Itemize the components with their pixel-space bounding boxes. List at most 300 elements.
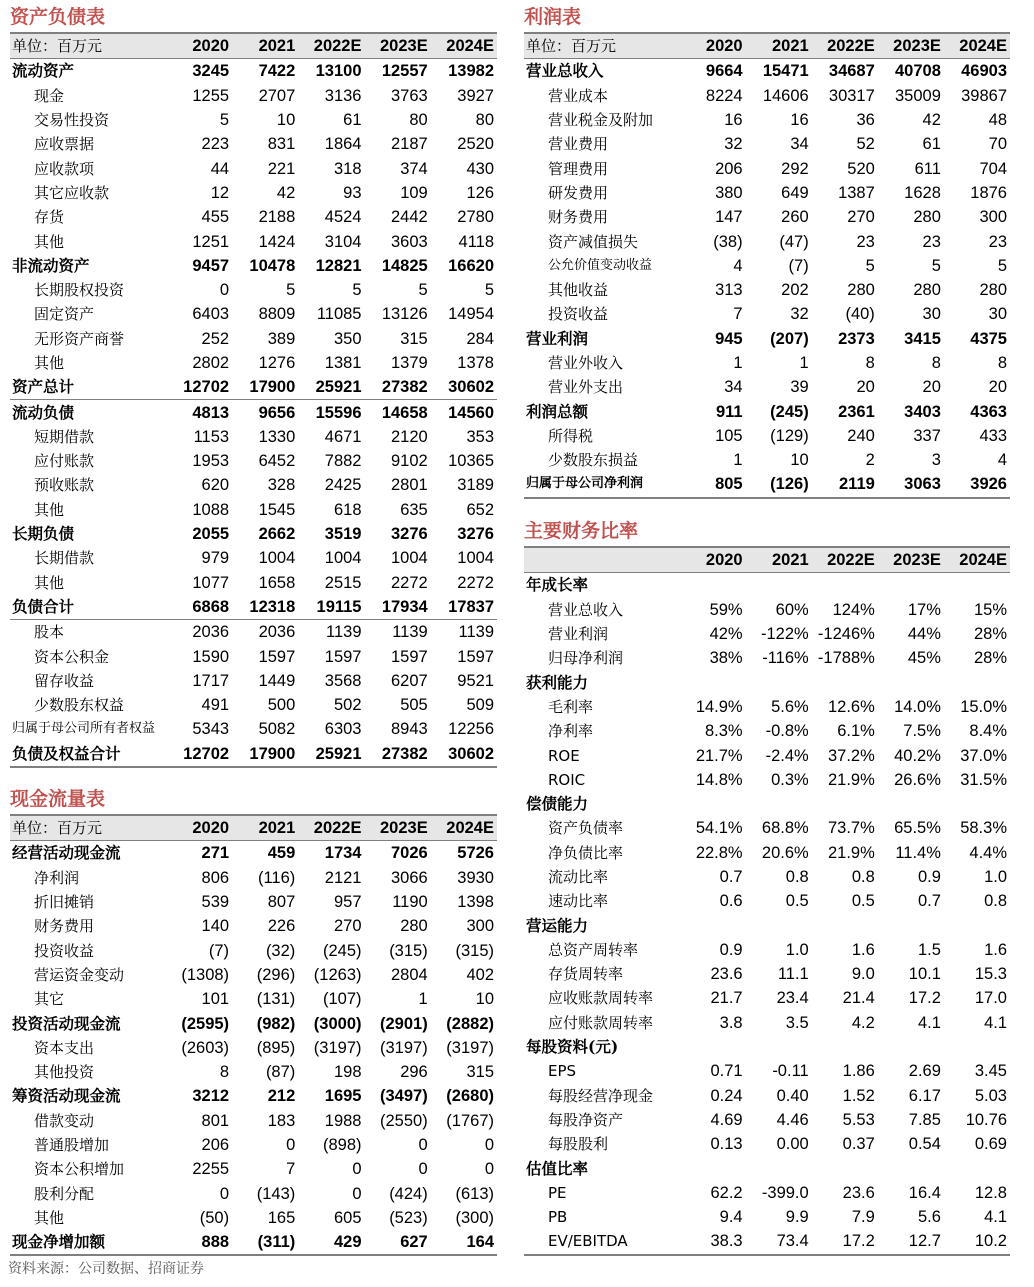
row-label: 投资活动现金流	[12, 1013, 121, 1033]
value-cell: (613)	[455, 1184, 494, 1203]
value-cell: 105	[715, 426, 743, 445]
value-cell: 0	[219, 1184, 230, 1203]
value-cell: 37.2%	[828, 746, 875, 765]
value-cell	[812, 792, 878, 816]
table-row	[524, 913, 1010, 937]
value-cell	[746, 670, 812, 694]
table-row	[524, 302, 1010, 326]
value-cell: 10.1	[908, 965, 941, 984]
value-cell: (2882)	[446, 1014, 494, 1033]
year-header: 2024E	[944, 547, 1010, 573]
value-cell: 10.2	[944, 1229, 1010, 1254]
value-cell: 8943	[391, 720, 428, 739]
value-cell: 7882	[324, 452, 362, 471]
row-label: 存货	[34, 208, 65, 227]
value-cell: 14.9%	[695, 697, 743, 716]
value-cell: 8	[865, 354, 875, 372]
value-cell: (3497)	[380, 1087, 428, 1106]
value-cell: 627	[365, 1230, 431, 1255]
value-cell: 30	[988, 305, 1007, 324]
row-label: 其他收益	[548, 281, 609, 300]
table-row	[10, 1133, 497, 1157]
ratios-title: 主要财务比率	[524, 520, 639, 542]
value-cell: 0.7	[917, 892, 941, 911]
value-cell: 65.5%	[894, 819, 941, 838]
table-row	[10, 914, 497, 938]
value-cell: 10	[276, 111, 296, 130]
unit-label: 单位：百万元	[524, 33, 680, 59]
row-label: 其他投资	[34, 1063, 95, 1082]
table-row	[524, 472, 1010, 497]
unit-label: 单位：百万元	[10, 33, 166, 59]
value-cell: 1695	[324, 1087, 362, 1106]
row-label: 财务费用	[34, 917, 95, 936]
value-cell: 3	[931, 451, 941, 470]
value-cell: (129)	[770, 426, 809, 445]
value-cell: 4363	[970, 402, 1007, 421]
table-row	[524, 792, 1010, 816]
value-cell: 20.6%	[761, 843, 809, 862]
row-label: 年成长率	[526, 575, 589, 595]
value-cell: 21.9%	[828, 770, 875, 789]
value-cell: 147	[715, 208, 743, 227]
row-label: 股本	[10, 620, 166, 645]
value-cell: 292	[781, 159, 809, 178]
value-cell: 10365	[448, 452, 494, 471]
value-cell: 502	[333, 696, 362, 715]
value-cell: 8.3%	[705, 722, 743, 741]
table-row	[524, 424, 1010, 448]
value-cell	[680, 1035, 746, 1059]
table-row	[524, 1205, 1010, 1229]
value-cell: 2036	[166, 620, 232, 645]
value-cell: 1953	[192, 452, 230, 471]
table-row	[524, 351, 1010, 375]
row-label: 其他	[34, 232, 65, 251]
value-cell: 3.8	[719, 1013, 743, 1032]
row-label: 其它应收款	[34, 183, 110, 202]
table-row	[524, 278, 1010, 302]
value-cell: -0.11	[772, 1062, 809, 1081]
value-cell: 5	[997, 256, 1007, 275]
table-row	[524, 1108, 1010, 1132]
value-cell: 10.76	[965, 1110, 1007, 1129]
cashflow-panel	[10, 784, 497, 1256]
income-statement-table	[524, 32, 1010, 499]
value-cell: 12702	[166, 742, 232, 767]
value-cell: 433	[979, 426, 1007, 445]
table-row	[10, 84, 497, 108]
value-cell: 16620	[448, 256, 494, 275]
table-row	[10, 522, 497, 546]
value-cell: 337	[913, 426, 941, 445]
value-cell: 300	[979, 208, 1007, 227]
value-cell: 0.8	[984, 892, 1007, 911]
value-cell: (3197)	[313, 1038, 362, 1057]
value-cell: 126	[466, 183, 494, 202]
value-cell: 3189	[457, 476, 494, 495]
value-cell: -1788%	[817, 649, 875, 668]
value-cell: (7)	[208, 941, 230, 960]
value-cell: -399.0	[761, 1183, 809, 1202]
source-footnote: 资料来源：公司数据、招商证券	[8, 1261, 204, 1277]
value-cell: 1.6	[851, 940, 875, 959]
value-cell: (3000)	[313, 1014, 362, 1033]
value-cell: 6.1%	[837, 722, 875, 741]
value-cell: (245)	[322, 941, 362, 960]
value-cell: (2603)	[181, 1038, 230, 1057]
value-cell: 8	[931, 354, 941, 372]
table-row	[524, 132, 1010, 156]
value-cell: 0.69	[974, 1135, 1007, 1154]
row-label: 获利能力	[526, 672, 589, 692]
value-cell: 0	[484, 1160, 494, 1179]
row-label: 所得税	[548, 426, 594, 445]
value-cell: 509	[466, 696, 494, 715]
year-header: 2024E	[431, 33, 497, 59]
value-cell	[680, 792, 746, 816]
row-label: 应付账款	[34, 452, 95, 471]
value-cell: 3136	[324, 86, 362, 105]
table-row	[10, 205, 497, 229]
value-cell	[878, 670, 944, 694]
value-cell: 12.6%	[828, 697, 875, 716]
value-cell: 2662	[258, 525, 296, 544]
row-label: 净负债比率	[548, 843, 624, 862]
row-label: 长期借款	[34, 549, 95, 568]
value-cell: 30602	[448, 378, 494, 397]
value-cell: 2055	[192, 525, 230, 544]
value-cell: 1988	[324, 1111, 362, 1130]
row-label: 存货周转率	[548, 965, 624, 984]
row-label: 研发费用	[548, 183, 609, 202]
row-label: ROIC	[548, 770, 586, 789]
year-header: 2022E	[812, 547, 878, 573]
row-label: 投资收益	[34, 941, 95, 960]
value-cell: 3245	[192, 62, 230, 81]
row-label: 净利润	[34, 868, 80, 887]
value-cell: 4.1	[984, 1013, 1007, 1032]
value-cell: 206	[715, 159, 743, 178]
year-header: 2023E	[365, 815, 431, 841]
row-label: 每股股利	[548, 1135, 609, 1154]
value-cell: (2680)	[446, 1087, 494, 1106]
value-cell: 25921	[298, 742, 364, 767]
value-cell	[878, 913, 944, 937]
row-label: 其他	[34, 573, 65, 592]
value-cell: 5082	[258, 720, 296, 739]
table-header-row	[10, 33, 497, 59]
value-cell: 3063	[878, 472, 944, 497]
value-cell: 5	[865, 256, 875, 275]
row-label: 交易性投资	[34, 111, 110, 130]
value-cell: 1545	[258, 500, 296, 519]
value-cell: 46903	[961, 62, 1007, 81]
table-row	[10, 302, 497, 326]
value-cell: 0	[352, 1160, 362, 1179]
value-cell: -116%	[762, 649, 809, 668]
value-cell: 539	[201, 893, 230, 912]
row-label: 财务费用	[548, 208, 609, 227]
row-label: 少数股东权益	[34, 696, 125, 715]
value-cell: 2255	[192, 1160, 230, 1179]
value-cell: 2036	[232, 620, 298, 645]
value-cell: 8224	[705, 86, 743, 105]
value-cell: 26.6%	[894, 770, 941, 789]
year-header: 2023E	[878, 547, 944, 573]
value-cell: 7.85	[908, 1110, 941, 1129]
value-cell: 61	[343, 111, 362, 130]
row-label: 现金	[34, 86, 65, 105]
value-cell: 2707	[258, 86, 296, 105]
value-cell: 14658	[365, 400, 431, 425]
value-cell: 8	[997, 354, 1007, 372]
value-cell: 5.53	[842, 1110, 875, 1129]
year-header: 2024E	[944, 33, 1010, 59]
value-cell: 20	[988, 378, 1007, 397]
value-cell: 0.37	[842, 1135, 875, 1154]
value-cell: 3519	[324, 525, 362, 544]
value-cell: 27382	[381, 378, 428, 397]
value-cell: 605	[333, 1208, 362, 1227]
value-cell: -122%	[761, 625, 809, 644]
table-row	[10, 1084, 497, 1108]
value-cell: 1251	[192, 232, 230, 251]
value-cell: 1	[799, 354, 809, 372]
value-cell: 16	[790, 111, 809, 130]
value-cell: 3066	[391, 868, 428, 887]
row-label: 估值比率	[526, 1158, 589, 1178]
value-cell: -1246%	[817, 625, 875, 644]
value-cell: 12256	[448, 720, 494, 739]
value-cell: 20	[922, 378, 941, 397]
table-row	[10, 278, 497, 302]
value-cell: 2272	[457, 573, 494, 592]
row-label: 少数股东损益	[548, 451, 639, 470]
value-cell: (143)	[256, 1184, 296, 1203]
value-cell	[944, 573, 1010, 598]
value-cell: 280	[913, 281, 941, 300]
value-cell: 2520	[457, 135, 494, 154]
value-cell: 807	[267, 893, 296, 912]
value-cell: 21.7	[710, 989, 743, 1008]
row-label: 资本支出	[34, 1038, 95, 1057]
value-cell: (50)	[199, 1208, 230, 1227]
value-cell: 1.52	[842, 1086, 875, 1105]
value-cell: 0.40	[776, 1086, 809, 1105]
row-label: 归属于母公司所有者权益	[12, 721, 156, 737]
value-cell: 1	[418, 990, 428, 1009]
value-cell: 93	[343, 183, 362, 202]
value-cell: 30602	[431, 742, 497, 767]
value-cell: 9521	[457, 671, 494, 690]
value-cell: 14.8%	[695, 770, 743, 789]
table-row	[524, 816, 1010, 840]
value-cell: 17%	[907, 600, 941, 619]
value-cell: 3763	[391, 86, 428, 105]
value-cell: -2.4%	[765, 746, 809, 765]
value-cell: 15%	[973, 600, 1007, 619]
value-cell: 14825	[381, 256, 428, 275]
value-cell: 5343	[192, 720, 230, 739]
row-label: 负债合计	[12, 596, 75, 616]
value-cell: 1387	[838, 183, 875, 202]
value-cell: 7.5%	[903, 722, 941, 741]
value-cell: 42%	[709, 625, 743, 644]
value-cell: 260	[781, 208, 809, 227]
value-cell: (300)	[455, 1208, 494, 1227]
ratios-panel	[524, 516, 1010, 1256]
value-cell: 0.54	[908, 1135, 941, 1154]
table-row	[10, 693, 497, 717]
year-header: 2023E	[878, 33, 944, 59]
row-label: 营业总收入	[526, 61, 604, 81]
value-cell: 21.9%	[828, 843, 875, 862]
value-cell: 1276	[258, 354, 296, 372]
value-cell: 5726	[457, 844, 494, 863]
value-cell: 280	[400, 917, 428, 936]
table-row	[10, 987, 497, 1011]
value-cell: 12	[210, 183, 230, 202]
value-cell: 25921	[315, 378, 362, 397]
row-label: 资产减值损失	[548, 232, 639, 251]
row-label: 应收票据	[34, 135, 95, 154]
table-row	[524, 1035, 1010, 1059]
row-label: 资产负债率	[548, 819, 624, 838]
value-cell: (523)	[389, 1208, 428, 1227]
value-cell: 6452	[258, 452, 296, 471]
value-cell: 5	[352, 281, 362, 300]
value-cell	[746, 913, 812, 937]
value-cell: 3.5	[785, 1013, 809, 1032]
value-cell: 1004	[258, 549, 296, 568]
value-cell: 27382	[365, 742, 431, 767]
value-cell: 1190	[392, 893, 428, 912]
value-cell: 1379	[391, 354, 428, 372]
value-cell: 17900	[232, 742, 298, 767]
value-cell: 23.4	[776, 989, 809, 1008]
value-cell: 4.2	[851, 1013, 875, 1032]
value-cell: (982)	[256, 1014, 296, 1033]
table-row	[10, 425, 497, 449]
value-cell: 2119	[812, 472, 878, 497]
table-row	[524, 156, 1010, 180]
value-cell: (207)	[770, 329, 809, 348]
value-cell: 2188	[258, 208, 296, 227]
value-cell: 2802	[192, 354, 230, 372]
row-label: 应付账款周转率	[548, 1013, 654, 1032]
table-row	[10, 132, 497, 156]
value-cell: 35009	[895, 86, 941, 105]
value-cell: (38)	[713, 232, 743, 251]
value-cell: 4	[997, 451, 1007, 470]
row-label: 其他	[34, 354, 65, 372]
value-cell: (898)	[322, 1136, 362, 1154]
table-header-row	[10, 815, 497, 841]
table-row	[10, 156, 497, 180]
row-label: 现金净增加额	[10, 1230, 166, 1255]
table-header-row	[524, 547, 1010, 573]
row-label: 负债及权益合计	[10, 742, 166, 767]
value-cell	[680, 913, 746, 937]
table-row	[10, 108, 497, 132]
value-cell: 1139	[431, 620, 497, 645]
table-row	[524, 399, 1010, 423]
row-label: 预收账款	[34, 476, 95, 495]
value-cell: 1864	[324, 135, 362, 154]
table-row	[10, 669, 497, 693]
value-cell: 4524	[324, 208, 362, 227]
value-cell: 11.4%	[895, 843, 941, 862]
table-row	[10, 620, 497, 645]
value-cell: 1424	[258, 232, 296, 251]
value-cell: 40708	[895, 62, 941, 81]
row-label: 营业外收入	[548, 354, 624, 372]
value-cell: 16.4	[908, 1183, 941, 1202]
value-cell: 101	[201, 990, 230, 1009]
value-cell: 4813	[166, 400, 232, 425]
value-cell: 30317	[828, 86, 875, 105]
value-cell: 23	[922, 232, 941, 251]
value-cell	[746, 573, 812, 598]
table-row	[10, 571, 497, 595]
value-cell	[746, 1156, 812, 1180]
value-cell: 315	[466, 1063, 494, 1082]
value-cell	[944, 913, 1010, 937]
row-label: 营运资金变动	[34, 965, 125, 984]
row-label: 无形资产商誉	[34, 329, 125, 348]
row-label: 资产总计	[12, 377, 75, 397]
row-label: 长期负债	[12, 524, 75, 544]
value-cell: 2780	[457, 208, 494, 227]
value-cell: 1597	[391, 647, 428, 666]
table-row	[524, 962, 1010, 986]
year-header: 2023E	[365, 33, 431, 59]
table-row	[10, 742, 497, 767]
value-cell: 206	[201, 1136, 230, 1154]
row-label: 其他	[34, 500, 65, 519]
value-cell: 10	[475, 990, 494, 1009]
value-cell: 12318	[249, 597, 296, 616]
value-cell: 9.4	[719, 1208, 743, 1227]
row-label: 偿债能力	[526, 794, 589, 814]
row-label: 速动比率	[548, 892, 609, 911]
value-cell: 3276	[457, 525, 494, 544]
value-cell: 1876	[970, 183, 1007, 202]
value-cell: 389	[267, 329, 296, 348]
value-cell: 39867	[961, 86, 1007, 105]
value-cell: 9102	[391, 452, 428, 471]
year-header: 2022E	[298, 815, 364, 841]
year-header: 2021	[746, 547, 812, 573]
value-cell: 183	[267, 1111, 296, 1130]
value-cell: 12702	[183, 378, 230, 397]
table-row	[524, 1059, 1010, 1083]
value-cell: 374	[400, 159, 428, 178]
value-cell: 1	[733, 354, 743, 372]
value-cell: (2550)	[380, 1111, 428, 1130]
value-cell: (131)	[256, 990, 296, 1009]
value-cell: 1734	[324, 844, 362, 863]
value-cell: 14606	[762, 86, 809, 105]
value-cell: 1139	[365, 620, 431, 645]
table-row	[524, 1132, 1010, 1156]
value-cell: 12821	[315, 256, 362, 275]
value-cell: 40.2%	[894, 746, 941, 765]
value-cell: 9656	[232, 400, 298, 425]
row-label: 折旧摊销	[34, 893, 95, 912]
table-row	[524, 205, 1010, 229]
